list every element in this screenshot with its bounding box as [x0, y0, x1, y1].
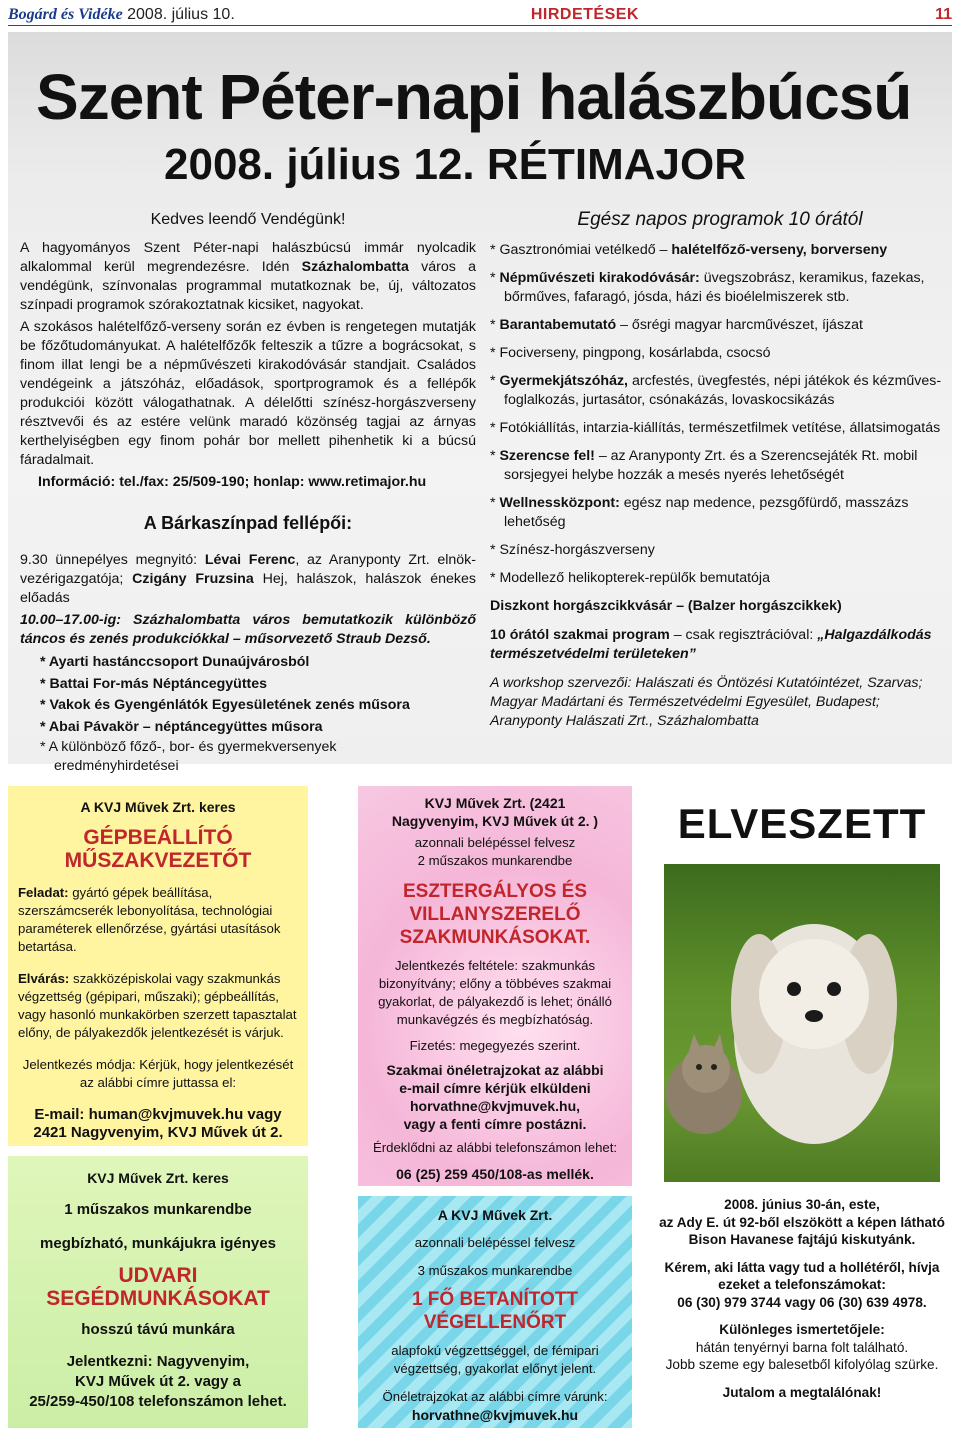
performer-item-last-cont: eredményhirdetései [54, 758, 179, 774]
schedule-930-c: , az Aranyponty Zrt. elnök-vezérigazgatója; [20, 552, 476, 587]
event-title: Szent Péter-napi halászbúcsú [36, 61, 912, 133]
ad3-conditions: Jelentkezés feltétele: szakmunkás bizonyítvány; előny a többéves szakmai gyakorlat, de pályakezdő is lehet; önálló munkavégzés és megbízhatóság. [378, 958, 612, 1027]
program-item [490, 241, 950, 260]
lost-description: az Ady E. út 92-ből elszökött a képen látható Bison Havanese fajtájú kiskutyánk. [659, 1214, 945, 1247]
program-text: üvegszobrász, keramikus, fazekas, bőrműves, fafaragó, jósda, házi és bioélelmiszerek stb. [504, 270, 925, 305]
page-header [8, 4, 952, 26]
ad4-shift: 3 műszakos munkarendbe [417, 1263, 573, 1278]
ad1-req-text: szakközépiskolai vagy szakmunkás végzettség (gépipari, műszaki); gépbeállítás, vagy hasonló munkakörben szerzett tapasztalat előny, de pályakezdők jelentkezését is várjuk. [18, 971, 297, 1040]
pro-program-label: 10 órától szakmai program [490, 627, 670, 643]
schedule-930-b: Lévai Ferenc [204, 552, 296, 568]
ad3-cv-4: vagy a fenti címre postázni. [403, 1116, 587, 1132]
ad2-contact-3: 25/259-450/108 telefonszámon lehet. [29, 1393, 287, 1410]
right-column [490, 210, 950, 731]
program-bullet: * [490, 270, 500, 286]
ad3-position: ESZTERGÁLYOS ÉS VILLANYSZERELŐ SZAKMUNKÁSOKAT. [399, 881, 591, 948]
job-ad-final-inspector [358, 1196, 632, 1428]
ad1-contact-email: E-mail: human@kvjmuvek.hu vagy [34, 1106, 282, 1123]
schedule-930-a: 9.30 ünnepélyes megnyitó: [20, 552, 205, 568]
schedule-930-e: Hej, halászok, halászok énekes előadás [20, 571, 476, 606]
lost-phones: 06 (30) 979 3744 vagy 06 (30) 639 4978. [677, 1294, 927, 1310]
dog-and-cat-photo-icon [664, 864, 940, 1182]
lost-title: ELVESZETT [677, 800, 927, 847]
intro-paragraph [20, 239, 476, 315]
ad2-contact-2: KVJ Művek út 2. vagy a [75, 1373, 241, 1390]
ad4-email: horvathne@kvjmuvek.hu [411, 1407, 579, 1423]
stage-performers-title: A Bárkaszínpad fellépői: [143, 513, 353, 533]
schedule-930-d: Czigány Fruzsina [132, 571, 254, 587]
performer-item: * Battai For-más Néptáncegyüttes [40, 675, 268, 692]
ad4-conditions: alapfokú végzettséggel, de fémipari végzettség, gyakorlat előnyt jelent. [391, 1343, 599, 1376]
page-number: 11 [935, 5, 952, 23]
intro-text-c: város a vendégünk, színvonalas programmal mutatkoznak be, új, változatos színpadi programok szórakoztatnak kicsiket, nagyokat. [20, 259, 476, 313]
ad3-cv-3: horvathne@kvjmuvek.hu, [409, 1098, 581, 1114]
ad2-company: KVJ Művek Zrt. keres [87, 1170, 229, 1186]
program-text: egész nap medence, pezsgőfürdő, masszázs lehetőség [504, 495, 909, 530]
program-text: * Gasztronómiai vetélkedő – [490, 242, 672, 258]
job-ad-yard-laborers [8, 1156, 308, 1428]
ad2-contact-1: Jelentkezni: Nagyvenyim, [66, 1353, 250, 1370]
newspaper-brand: Bogárd és Vidéke [8, 5, 123, 23]
program-item [490, 372, 950, 410]
ad1-position: GÉPBEÁLLÍTÓ MŰSZAKVEZETŐT [64, 826, 252, 872]
ad3-company: KVJ Művek Zrt. (2421 Nagyvenyim, KVJ Művek út 2. ) [391, 795, 599, 829]
lost-mark-1: hátán tenyérnyi barna folt található. [695, 1339, 909, 1355]
header-left [8, 6, 235, 24]
performer-item: * Vakok és Gyengénlátók Egyesületének zenés műsora [40, 697, 410, 713]
greeting: Kedves leendő Vendégünk! [150, 211, 346, 228]
ad2-trust: megbízható, munkájukra igényes [40, 1235, 276, 1252]
ad1-requirements [18, 970, 298, 1042]
pro-program-note: – csak regisztrációval: [669, 627, 818, 643]
lost-date: 2008. június 30-án, este, [724, 1197, 880, 1212]
event-date-location: 2008. július 12. RÉTIMAJOR [164, 140, 746, 189]
program-highlight: Wellnessközpont: [499, 495, 620, 511]
programs-title: Egész napos programok 10 órától [577, 209, 863, 230]
schedule-930 [20, 551, 476, 608]
ad2-term: hosszú távú munkára [81, 1321, 235, 1338]
program-item: * Modellező helikopterek-repülők bemutatója [490, 570, 770, 586]
lost-details [652, 1196, 952, 1401]
ad4-position: 1 FŐ BETANÍTOTT VÉGELLENŐRT [411, 1289, 579, 1333]
ad1-req-label: Elvárás: [18, 971, 70, 986]
lost-dog-photo [664, 864, 940, 1182]
program-item [490, 447, 950, 485]
pro-program-topic: „Halgazdálkodás természetvédelmi területeken” [490, 627, 932, 662]
program-highlight: Barantabemutató [499, 317, 617, 333]
ad4-cv: Önéletrajzokat az alábbi címre várunk: [382, 1389, 608, 1404]
ad2-shift: 1 műszakos munkarendbe [64, 1201, 252, 1218]
program-item: * Fotókiállítás, intarzia-kiállítás, természetfilmek vetítése, állatsimogatás [490, 420, 941, 436]
ad3-shift: 2 műszakos munkarendbe [417, 853, 573, 868]
ad1-company: A KVJ Művek Zrt. keres [80, 799, 236, 815]
body-paragraph: A szokásos halételfőző-verseny során ez évben is rengetegen mutatják be főzőtudományukat. A halételfőzők felteszik a tűzre a bográcsokat, s finom illat lengi be a népművészeti kirakodóvásár standjait. Családos vendégeink a játszóház, előadások, sportprogramok és a fellépők produkciói között válogathatnak. A délelőtti színész-horgászverseny résztvevői és az estére velünk maradó közönség tagjai az árnyas kerthelyiségben egy finom pohár bor mellett pihenhetik ki a búcsú fáradalmait. [20, 319, 476, 468]
program-text: – az Aranyponty Zrt. és a Szerencsejáték Rt. mobil sorsjegyei helybe hozzák a mesés nyerés lehetőségét [504, 448, 918, 483]
ad3-cv-1: Szakmai önéletrajzokat az alábbi [386, 1062, 604, 1078]
intro-text-a: A hagyományos Szent Péter-napi halászbúcsú immár nyolcadik alkalommal kerül megrendezésre. Idén [20, 240, 476, 275]
left-column [20, 210, 476, 776]
lost-reward: Jutalom a megtalálónak! [722, 1384, 882, 1400]
program-item [490, 316, 950, 335]
lost-dog-notice [652, 786, 952, 1428]
ad2-position: UDVARI SEGÉDMUNKÁSOKAT [46, 1264, 270, 1310]
discount-fair: Diszkont horgászcikkvásár – (Balzer horgászcikkek) [490, 598, 842, 614]
ad1-task-label: Feladat: [18, 885, 69, 900]
section-title: HIRDETÉSEK [530, 5, 639, 23]
ad4-company: A KVJ Művek Zrt. [437, 1207, 553, 1223]
job-ad-machine-setter [8, 786, 308, 1146]
intro-city: Százhalombatta [301, 259, 409, 275]
performer-item: * Ayarti hastánccsoport Dunaújvárosból [40, 654, 310, 670]
ad1-tasks [18, 884, 298, 956]
program-item: * Fociverseny, pingpong, kosárlabda, csocsó [490, 345, 771, 361]
ad1-apply: Jelentkezés módja: Kérjük, hogy jelentkezését az alábbi címre juttassa el: [22, 1057, 294, 1090]
ad3-salary: Fizetés: megegyezés szerint. [409, 1038, 581, 1053]
program-item: * Színész-horgászverseny [490, 542, 655, 558]
program-item [490, 269, 950, 307]
info-line: Információ: tel./fax: 25/509-190; honlap: www.retimajor.hu [38, 474, 427, 490]
program-highlight: halételfőző-verseny, borverseny [671, 242, 888, 258]
program-bullet: * [490, 448, 500, 464]
program-highlight: Gyermekjátszóház, [499, 373, 629, 389]
job-ad-turners-electricians [358, 786, 632, 1186]
program-bullet: * [490, 373, 500, 389]
ad3-immediate: azonnali belépéssel felvesz [414, 835, 576, 850]
professional-program [490, 626, 950, 664]
program-bullet: * [490, 495, 500, 511]
workshop-organizers: A workshop szervezői: Halászati és Öntözési Kutatóintézet, Szarvas; Magyar Madártani és Természetvédelmi Egyesület, Budapest; Aranyponty Halászati Zrt., Százhalombatta [490, 675, 923, 729]
performer-item: * Abai Pávakör – néptáncegyüttes műsora [40, 718, 323, 735]
issue-date: 2008. július 10. [127, 5, 235, 23]
ad1-contact-address: 2421 Nagyvenyim, KVJ Művek út 2. [33, 1124, 283, 1141]
ad3-cv-2: e-mail címre kérjük elküldeni [399, 1080, 591, 1096]
program-text: arcfestés, üvegfestés, népi játékok és kézműves-foglalkozás, jurtasátor, csónakázás, lovaskocsikázás [504, 373, 942, 408]
program-bullet: * [490, 317, 500, 333]
ad1-task-text: gyártó gépek beállítása, szerszámcserék lebonyolítása, technológiai paraméterek ellenőrzése, gyártási utasítások betartása. [18, 885, 281, 954]
lost-mark-2: Jobb szeme egy balesetből kifolyólag szürke. [665, 1357, 939, 1372]
performer-item-last: * A különböző főző-, bor- és gyermekversenyek [40, 739, 337, 755]
schedule-1000: 10.00–17.00-ig: Százhalombatta város bemutatkozik különböző táncos és zenés produkciókkal – műsorvezető Straub Dezső. [20, 612, 476, 647]
ad4-immediate: azonnali belépéssel felvesz [414, 1235, 576, 1250]
program-text: – ősrégi magyar harcművészet, íjászat [616, 317, 863, 333]
ad3-inquire: Érdeklődni az alábbi telefonszámon lehet: [372, 1140, 618, 1155]
program-item [490, 494, 950, 532]
lost-request: Kérem, aki látta vagy tud a hollétéről, hívja ezeket a telefonszámokat: [664, 1259, 940, 1292]
program-highlight: Szerencse fel! [499, 448, 595, 464]
ad3-phone: 06 (25) 259 450/108-as mellék. [396, 1166, 594, 1182]
program-highlight: Népművészeti kirakodóvásár: [499, 270, 700, 286]
lost-marks-label: Különleges ismertetőjele: [719, 1322, 885, 1337]
